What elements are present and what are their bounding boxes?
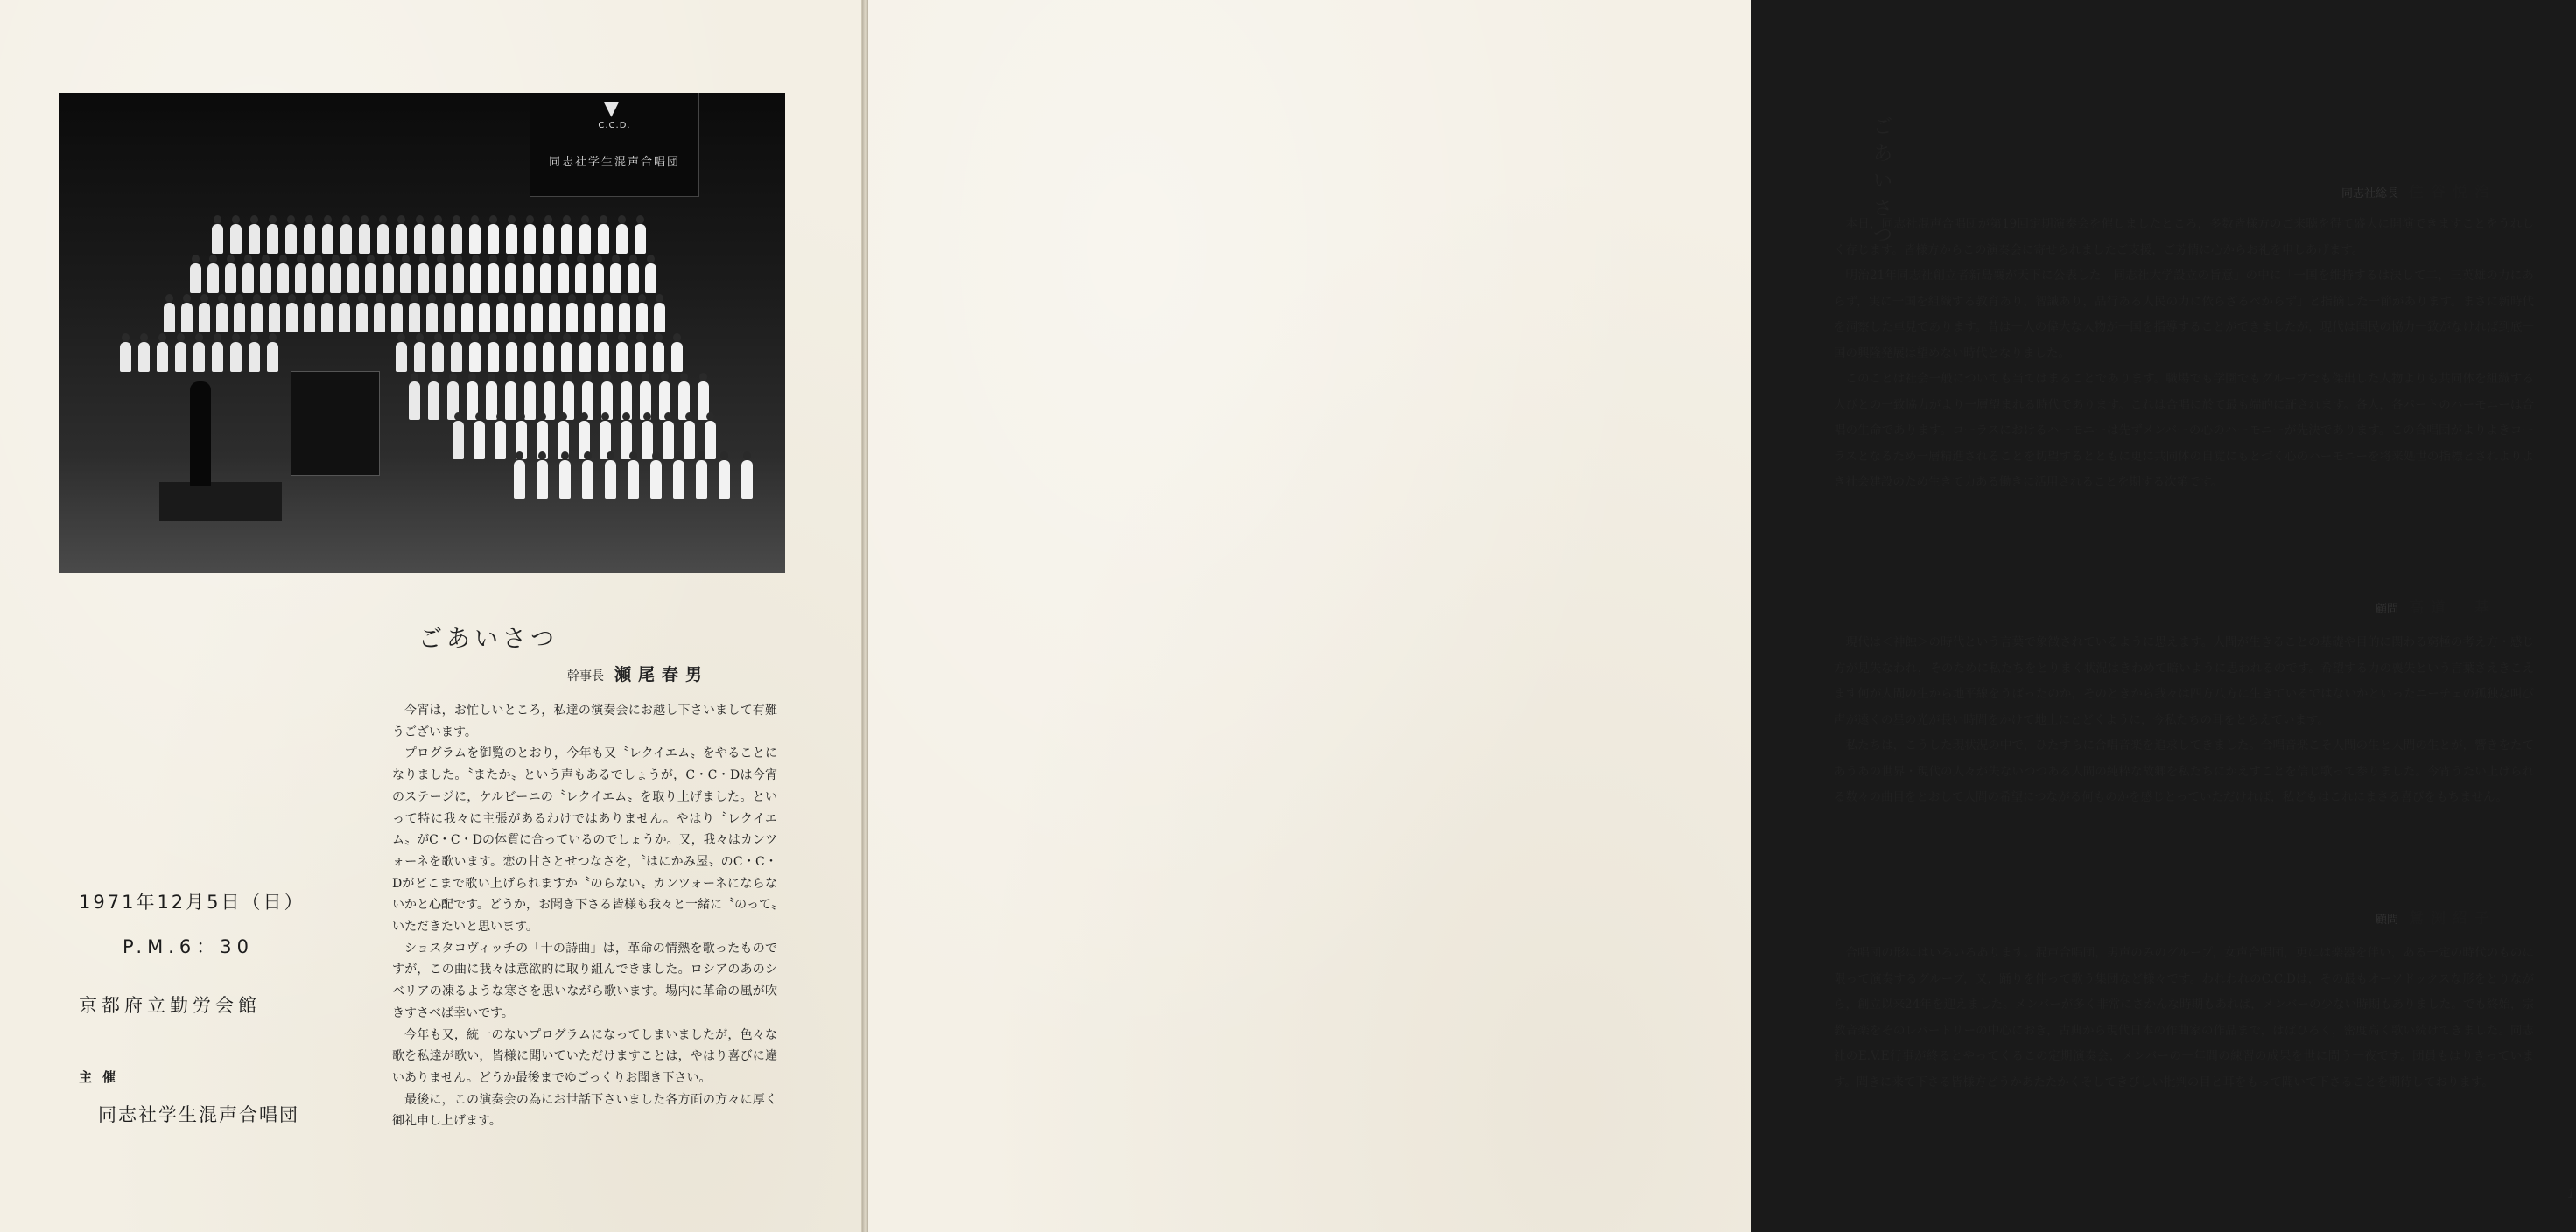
choir-singer <box>212 224 223 254</box>
choir-singer <box>506 224 517 254</box>
choir-singer <box>451 342 462 372</box>
choir-singer <box>391 303 403 332</box>
left-paragraph: 今年も又，統一のないプログラムになってしまいましたが，色々な歌を私達が歌い，皆様に聞いていただけますことは，やはり喜びに違いありません。どうか最後までゆごっくりお聞き下さい。 <box>392 1027 777 1085</box>
choir-singer <box>157 342 168 372</box>
choir-singer <box>531 303 543 332</box>
choir-singer <box>469 224 481 254</box>
choir-singer <box>461 303 473 332</box>
choir-singer <box>523 263 534 293</box>
choir-singer <box>635 224 646 254</box>
choir-singer <box>579 342 591 372</box>
choir-singer <box>304 224 315 254</box>
choir-singer <box>474 421 485 459</box>
left-greeting-body <box>392 700 777 1132</box>
section-1-body <box>1834 212 2534 496</box>
choir-singer <box>251 303 263 332</box>
choir-singer <box>396 224 407 254</box>
choir-singer <box>230 342 242 372</box>
choir-singer <box>705 421 716 459</box>
choir-singer <box>654 303 665 332</box>
choir-singer <box>453 263 464 293</box>
choir-singer <box>277 263 289 293</box>
podium <box>159 482 282 522</box>
left-paragraph: 最後に，この演奏会の為にお世話下さいました各方面の方々に厚く御礼申し上げます。 <box>392 1092 777 1129</box>
choir-singer <box>225 263 236 293</box>
choir-singer <box>330 263 341 293</box>
choir-singer <box>619 303 630 332</box>
choir-singer <box>514 460 525 499</box>
choir-singer <box>610 263 621 293</box>
left-paragraph: 今宵は，お忙しいところ，私達の演奏会にお越し下さいまして有難うございます。 <box>392 704 777 739</box>
choir-singer <box>359 224 370 254</box>
choir-singer <box>426 303 438 332</box>
choir-singer <box>505 263 516 293</box>
choir-singer <box>249 342 260 372</box>
choir-singer <box>566 303 578 332</box>
left-paragraph: プログラムを御覧のとおり，今年も又〝レクイエム〟をやることになりました。〝またか〟という声もあるでしょうが，C・C・Dは今宵のステージに，ケルビーニの〝レクイエム〟を取り上げました。といって特に我々に主張があるわけではありません。やはり〝レクイエム〟がC・C・Dの体質に合っているのでしょうか。又，我々はカンツォーネを歌います。恋の甘さとせつなさを，〝はにかみ屋〟のC・C・Dがどこまで歌い上げられますか〝のらない〟カンツォーネにならないかと心配です。どうか，お聞き下さる皆様も我々と一緒に〝のって〟いただきたいと思います。 <box>392 746 777 934</box>
choir-singer <box>216 303 228 332</box>
choir-singer <box>230 224 242 254</box>
choir-singer <box>537 460 548 499</box>
section-2-author <box>2234 595 2496 617</box>
choir-singer <box>579 224 591 254</box>
event-organizer: 同志社学生混声合唱団 <box>98 1104 299 1125</box>
choir-singer <box>540 263 551 293</box>
choir-singer <box>451 224 462 254</box>
choir-singer <box>312 263 324 293</box>
choir-singer <box>488 263 499 293</box>
event-date: 1971年12月5日（日） <box>79 892 305 913</box>
conductor <box>190 382 211 486</box>
choir-singer <box>409 382 420 420</box>
choir-singer <box>347 263 359 293</box>
section-2-role: 顧問 <box>2375 603 2398 616</box>
choir-singer <box>601 303 613 332</box>
book-spine <box>862 0 868 1232</box>
choir-singer <box>543 224 554 254</box>
choir-singer <box>138 342 150 372</box>
section-3-role: 顧問 <box>2375 914 2398 927</box>
choir-singer <box>628 460 639 499</box>
section-2-body <box>1834 630 2534 811</box>
section-3-name: 鴛渕紹子 <box>2409 910 2496 928</box>
banner-ccd: C.C.D. <box>598 121 631 130</box>
choir-singer <box>635 342 646 372</box>
choir-singer <box>164 303 175 332</box>
choir-singer <box>322 224 333 254</box>
choir-singer <box>598 224 609 254</box>
choir-photo <box>59 93 785 573</box>
choir-singer <box>207 263 219 293</box>
choir-singer <box>432 342 444 372</box>
choir-singer <box>321 303 333 332</box>
choir-singer <box>616 342 628 372</box>
choir-singer <box>120 342 131 372</box>
choir-singer <box>524 342 536 372</box>
choir-singer <box>414 342 425 372</box>
choir-singer <box>593 263 604 293</box>
event-time: P.M.6：30 <box>123 936 254 957</box>
choir-singer <box>684 421 695 459</box>
choir-singer <box>242 263 254 293</box>
choir-singer <box>418 263 429 293</box>
section-1-author <box>2234 179 2496 201</box>
choir-singer <box>435 263 446 293</box>
choir-singer <box>506 342 517 372</box>
choir-singer <box>543 342 554 372</box>
organ <box>291 371 380 476</box>
choir-singer <box>558 263 569 293</box>
choir-singer <box>377 224 389 254</box>
choir-singer <box>663 421 674 459</box>
choir-singer <box>295 263 306 293</box>
event-organizer-label: 主催 <box>79 1069 127 1085</box>
choir-singer <box>719 460 730 499</box>
choir-singer <box>269 303 280 332</box>
choir-singer <box>383 263 394 293</box>
choir-banner <box>530 93 699 197</box>
choir-singer <box>561 342 572 372</box>
section-1-paragraph: 本日，同志社混声合唱団が第19回定期演奏会を催しましたところ，多数皆様方のご来聴を得て盛大に開演できますことをうれしく存じます。皆様方からこの演奏会に寄せられましたご支援，ご芳情に心からお礼を申しあげます。 <box>1834 217 2534 257</box>
choir-singer <box>340 224 352 254</box>
choir-singer <box>304 303 315 332</box>
section-2-paragraph: 現代は＜神蝕＞の時代という言葉で象徴されているように思えます。人間が生きることの基礎や目的に関わる窮極の考え方・感じ方が見失なわれ，そのために私たちをとりまく状況はきわめて暗いように思われるのです。希望する力の喪失という言葉さえきこえます何が人間の生から地平線をうばったのか，そのときから我々は四方八方に生きているではないかといったニーチェの孤独な叫び声が遠くの星の光が長い時間をかけて地上にとどくように，今私たちの耳をとらえています。 <box>1834 635 2534 727</box>
choir-singer <box>616 224 628 254</box>
section-1-paragraph: 明治21年同志社創立者新島襄が天下に公表した「同志社大学設立の旨意」の中に「一国を維持するは決して二，三英雄の力にあらず，実に一国を組織する教育あり，智識あり，品行ある人民の力に依らざるべからず」と指摘した一節があります。まさに新時代を洞察した卓見であります。昔は一人の偉大な人物が一国を指導することができましたが，現代は国民の協力一致がなければ到底一国の興隆発展は望めない時代となりました。 <box>1834 269 2534 360</box>
left-author-name: 瀬尾春男 <box>614 665 710 684</box>
choir-singer <box>575 263 586 293</box>
left-paragraph: ショスタコヴィッチの「十の詩曲」は，革命の情熱を歌ったものですが，この曲に我々は意欲的に取り組んできました。ロシアのあのシベリアの凍るような寒さを思いながら歌います。場内に革命の風が吹きすさべば幸いです。 <box>392 941 777 1020</box>
choir-singer <box>488 224 499 254</box>
right-greeting-title: ごあいさつ <box>1873 116 1902 247</box>
choir-singer <box>444 303 455 332</box>
choir-singer <box>636 303 648 332</box>
choir-singer <box>190 263 201 293</box>
section-1-role: 同志社総長 <box>2341 187 2398 200</box>
choir-singer <box>582 460 593 499</box>
choir-singer <box>653 342 664 372</box>
choir-singer <box>650 460 662 499</box>
choir-singer <box>605 460 616 499</box>
choir-singer <box>432 224 444 254</box>
choir-singer <box>175 342 186 372</box>
choir-singer <box>598 342 609 372</box>
choir-singer <box>673 460 684 499</box>
choir-singer <box>628 263 639 293</box>
choir-singer <box>496 303 508 332</box>
choir-singer <box>486 382 497 420</box>
choir-singer <box>495 421 506 459</box>
choir-singer <box>488 342 499 372</box>
choir-singer <box>414 224 425 254</box>
choir-singer <box>642 421 653 459</box>
choir-singer <box>339 303 350 332</box>
section-2-name: 高道 基 <box>2409 599 2496 617</box>
choir-singer <box>193 342 205 372</box>
choir-singer <box>409 303 420 332</box>
choir-singer <box>267 342 278 372</box>
choir-singer <box>396 342 407 372</box>
choir-singer <box>374 303 385 332</box>
left-page <box>0 0 862 1232</box>
choir-singer <box>479 303 490 332</box>
choir-singer <box>671 342 683 372</box>
event-venue: 京都府立勤労会館 <box>79 995 261 1016</box>
left-author-role: 幹事長 <box>567 669 604 683</box>
choir-singer <box>524 382 536 420</box>
choir-singer <box>260 263 271 293</box>
choir-singer <box>400 263 411 293</box>
choir-singer <box>524 224 536 254</box>
choir-singer <box>212 342 223 372</box>
choir-singer <box>267 224 278 254</box>
choir-singer <box>285 224 297 254</box>
choir-singer <box>505 382 516 420</box>
choir-singer <box>199 303 210 332</box>
left-greeting-author <box>567 662 709 685</box>
choir-singer <box>741 460 753 499</box>
choir-singer <box>453 421 464 459</box>
choir-singer <box>249 224 260 254</box>
choir-singer <box>559 460 571 499</box>
choir-singer <box>365 263 376 293</box>
choir-singer <box>514 303 525 332</box>
choir-singer <box>428 382 439 420</box>
choir-singer <box>584 303 595 332</box>
choir-singer <box>181 303 193 332</box>
choir-singer <box>561 224 572 254</box>
section-3-body <box>1834 941 2534 1096</box>
choir-singer <box>356 303 368 332</box>
section-1-name: 住谷悦治 <box>2409 184 2496 201</box>
section-2-paragraph: 私たちは，こうした現状況の中で，ひたすらに合唱音楽を追求してきました。合唱音楽こそ人間の生と人間の生とが，響きをたてあうあの世界・現代の人々が失ないつつある人間の純粋な故郷を私たちにかえすことを信じ歌って参りました。今宵うたい上げられる数々の曲目をとおして人間の希望につながる何ものかを感じとっていただければ，私どもはこれにまさる喜びをもちません。 <box>1834 738 2534 804</box>
choir-singer <box>696 460 707 499</box>
right-page <box>868 0 2576 1232</box>
banner-choir-name: 同志社学生混声合唱団 <box>548 156 680 169</box>
page-number: 1 <box>2567 1186 2576 1201</box>
choir-logo-icon: ▼ <box>604 98 619 120</box>
choir-singer <box>234 303 245 332</box>
section-3-paragraph: 合唱団の形にはいろいろあります。混声合唱団，男声のみのグループ，女声合唱団，更には楽器を伴い，ある一定の時代のものに限って演奏するグループ，又，踊りを伴って歌う集団など様々です。われわれのC.C.Dは，その最もオーソドックスな形をとりながら，創立以来24年を迎えました。メンバーが多く非常にさかんな時期もあれば，メンバーの少ない時期もありました。でも終始，宗教音楽をそのレパートリーの中心におき，古典から現代日本の作曲家の作品まで，はばひろく，密度高く歌い続けてきました。同志社のE.V.E行事が終るとやってくるこの定期演奏会，メンバーの一年間の練習の成果を世に問う一夜です。団員もはりきっています。聞きに来て下さる皆様方どうかあたたかくそしてきびしい批判の目と耳をもって聞いて下さることを期待しております。 <box>1834 946 2534 1089</box>
choir-singer <box>286 303 298 332</box>
choir-singer <box>645 263 656 293</box>
section-3-author <box>2234 906 2496 928</box>
choir-singer <box>469 342 481 372</box>
choir-singer <box>470 263 481 293</box>
left-greeting-title: ごあいさつ <box>418 626 558 653</box>
choir-singer <box>549 303 560 332</box>
section-1-paragraph: このことは社会一般についても当てはまることであります。職場でも学園でもグループでも傑出した人物よりも共同体を組織する人びとの一致協力がより一層望まれる時代であります。これは合唱に於て最も端的に証されます。各人，各パートのハーモニーは合唱の生命であります。コーラスにおけるハーモニーは先ずメンバーの心のハーモニーが先決であります。この合唱団がよりよきコーラスとなるため一層精進されることを切望するとともに更に共同体の自覚にもとづく心のハーモニーを将来処世の指標とされよりよき社会建設のため生きて力ある働きに活用されることを期する次第です。 <box>1834 372 2534 489</box>
